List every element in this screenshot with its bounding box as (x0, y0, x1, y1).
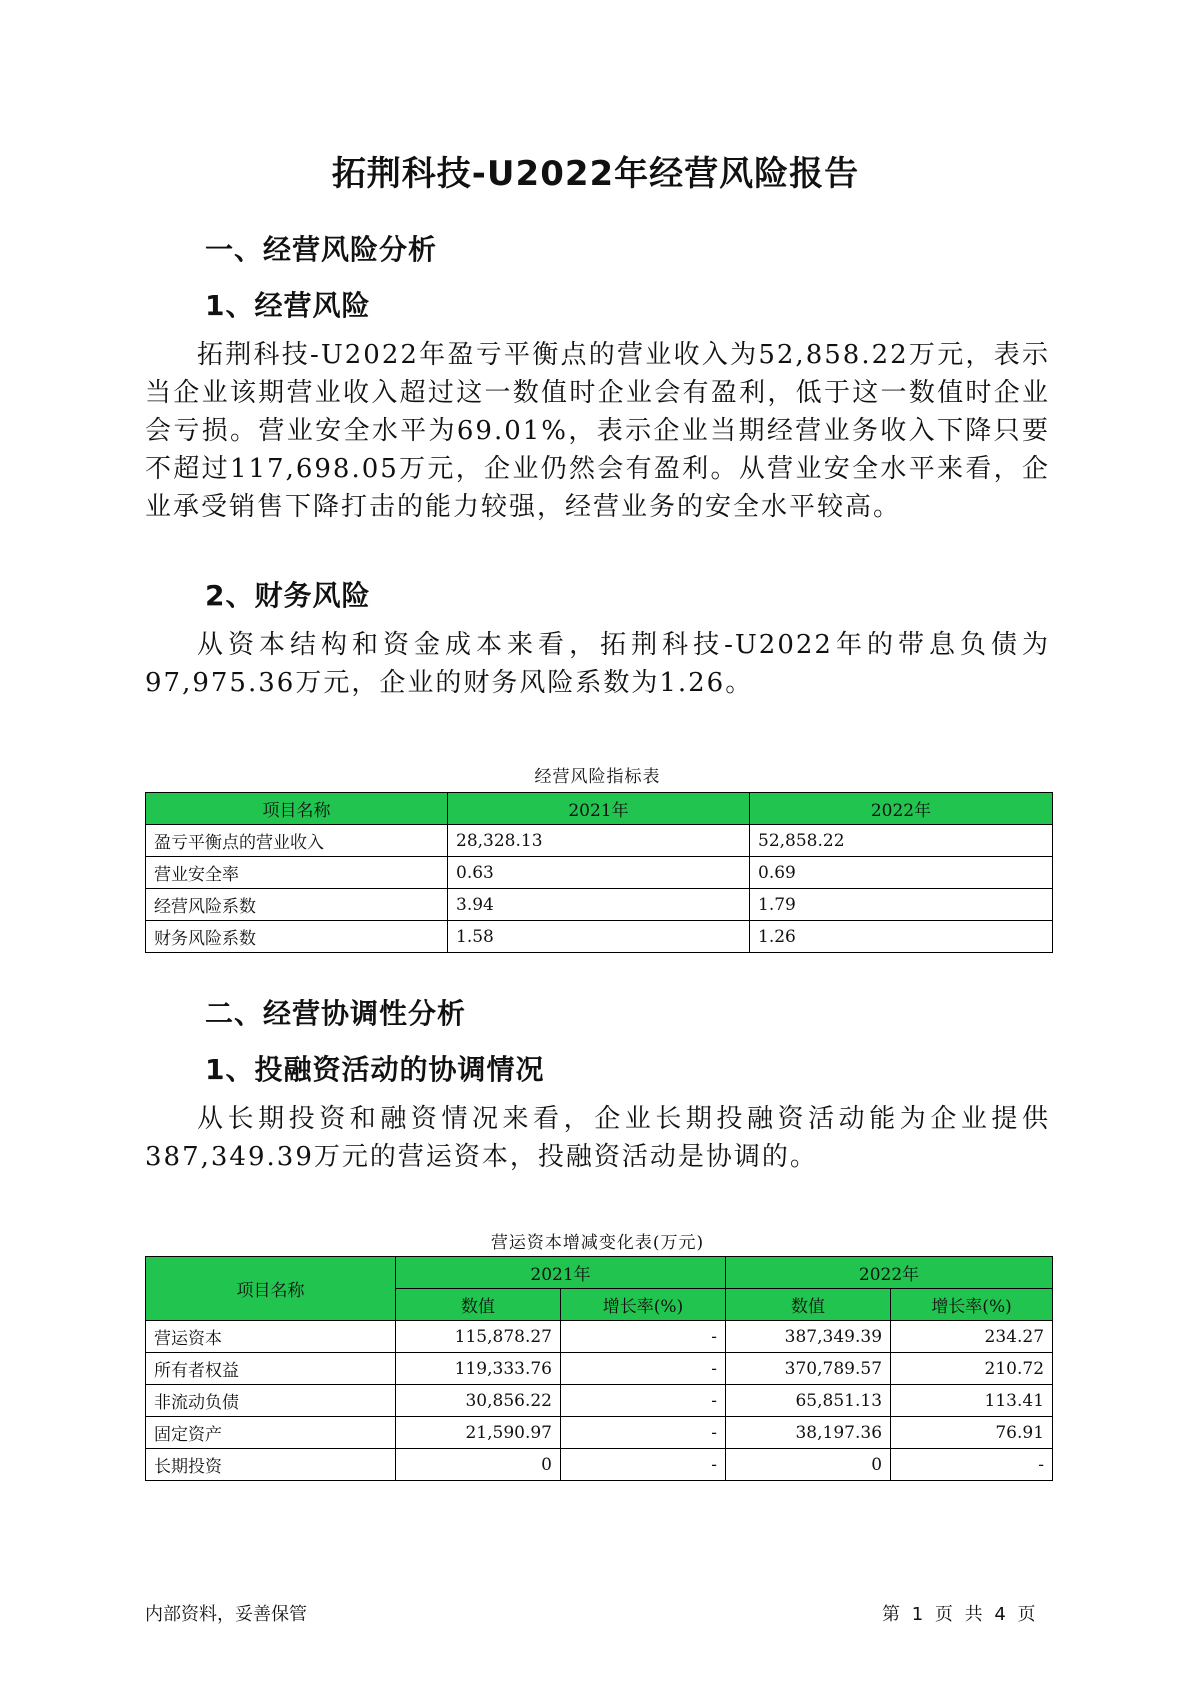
table-cell: 0.63 (448, 857, 750, 889)
table-cell: 非流动负债 (146, 1385, 396, 1417)
table-row (146, 825, 1053, 857)
table-cell: 1.26 (750, 921, 1053, 953)
table-cell: - (561, 1353, 726, 1385)
table-row (146, 921, 1053, 953)
subheading-financial-risk: 2、财务风险 (205, 579, 371, 612)
column-header: 数值 (726, 1289, 891, 1321)
section-heading-coordination: 二、经营协调性分析 (205, 997, 467, 1030)
table-cell: 盈亏平衡点的营业收入 (146, 825, 448, 857)
table-cell: 营运资本 (146, 1321, 396, 1353)
table-cell: 76.91 (891, 1417, 1053, 1449)
table-header-row (146, 1257, 1053, 1289)
table-caption-risk-indicators: 经营风险指标表 (534, 767, 661, 787)
table-cell: 65,851.13 (726, 1385, 891, 1417)
table-cell: 0 (396, 1449, 561, 1481)
column-header: 项目名称 (146, 1257, 396, 1321)
table-cell: - (561, 1385, 726, 1417)
table-row (146, 1417, 1053, 1449)
table-cell: 387,349.39 (726, 1321, 891, 1353)
table-cell: 370,789.57 (726, 1353, 891, 1385)
table-cell: - (561, 1449, 726, 1481)
table-cell: 30,856.22 (396, 1385, 561, 1417)
footer-page-number: 第 1 页 共 4 页 (882, 1604, 1036, 1625)
column-header-year: 2022年 (726, 1257, 1053, 1289)
working-capital-table (145, 1256, 1053, 1481)
table-cell: - (561, 1417, 726, 1449)
table-cell: 固定资产 (146, 1417, 396, 1449)
table-row (146, 889, 1053, 921)
column-header: 增长率(%) (561, 1289, 726, 1321)
table-cell: 119,333.76 (396, 1353, 561, 1385)
table-cell: 0 (726, 1449, 891, 1481)
table-row (146, 1385, 1053, 1417)
table-cell: 所有者权益 (146, 1353, 396, 1385)
subheading-operating-risk: 1、经营风险 (205, 289, 371, 322)
table-header-row (146, 793, 1053, 825)
table-cell: 营业安全率 (146, 857, 448, 889)
table-cell: 1.58 (448, 921, 750, 953)
table-row (146, 1449, 1053, 1481)
table-cell: 28,328.13 (448, 825, 750, 857)
table-cell: 21,590.97 (396, 1417, 561, 1449)
table-cell: 经营风险系数 (146, 889, 448, 921)
table-cell: 1.79 (750, 889, 1053, 921)
column-header: 2021年 (448, 793, 750, 825)
column-header-year: 2021年 (396, 1257, 726, 1289)
table-cell: 52,858.22 (750, 825, 1053, 857)
table-cell: 3.94 (448, 889, 750, 921)
section-heading-operating-risk: 一、经营风险分析 (205, 233, 438, 266)
table-cell: - (561, 1321, 726, 1353)
column-header: 增长率(%) (891, 1289, 1053, 1321)
paragraph-financial-risk: 从资本结构和资金成本来看，拓荆科技-U2022年的带息负债为97,975.36万元，企业的财务风险系数为1.26。 (145, 630, 1050, 698)
table-caption-working-capital: 营运资本增减变化表(万元) (490, 1233, 705, 1253)
table-cell: 0.69 (750, 857, 1053, 889)
table-cell: 115,878.27 (396, 1321, 561, 1353)
paragraph-investment-financing: 从长期投资和融资情况来看，企业长期投融资活动能为企业提供387,349.39万元的营运资本，投融资活动是协调的。 (145, 1104, 1050, 1172)
table-cell: 210.72 (891, 1353, 1053, 1385)
subheading-investment-financing: 1、投融资活动的协调情况 (205, 1053, 545, 1086)
table-cell: 38,197.36 (726, 1417, 891, 1449)
report-title: 拓荆科技-U2022年经营风险报告 (331, 154, 860, 194)
table-cell: 财务风险系数 (146, 921, 448, 953)
paragraph-operating-risk: 拓荆科技-U2022年盈亏平衡点的营业收入为52,858.22万元，表示当企业该期营业收入超过这一数值时企业会有盈利，低于这一数值时企业会亏损。营业安全水平为69.01%，表示企业当期经营业务收入下降只要不超过117,698.05万元，企业仍然会有盈利。从营业安全水平来看，企业承受销售下降打击的能力较强，经营业务的安全水平较高。 (145, 340, 1050, 522)
table-row (146, 1321, 1053, 1353)
column-header: 2022年 (750, 793, 1053, 825)
table-row (146, 857, 1053, 889)
footer-confidential-note: 内部资料，妥善保管 (145, 1604, 307, 1625)
table-cell: 长期投资 (146, 1449, 396, 1481)
column-header: 数值 (396, 1289, 561, 1321)
risk-indicator-table (145, 792, 1053, 953)
table-cell: 113.41 (891, 1385, 1053, 1417)
table-row (146, 1353, 1053, 1385)
column-header: 项目名称 (146, 793, 448, 825)
table-cell: - (891, 1449, 1053, 1481)
table-cell: 234.27 (891, 1321, 1053, 1353)
